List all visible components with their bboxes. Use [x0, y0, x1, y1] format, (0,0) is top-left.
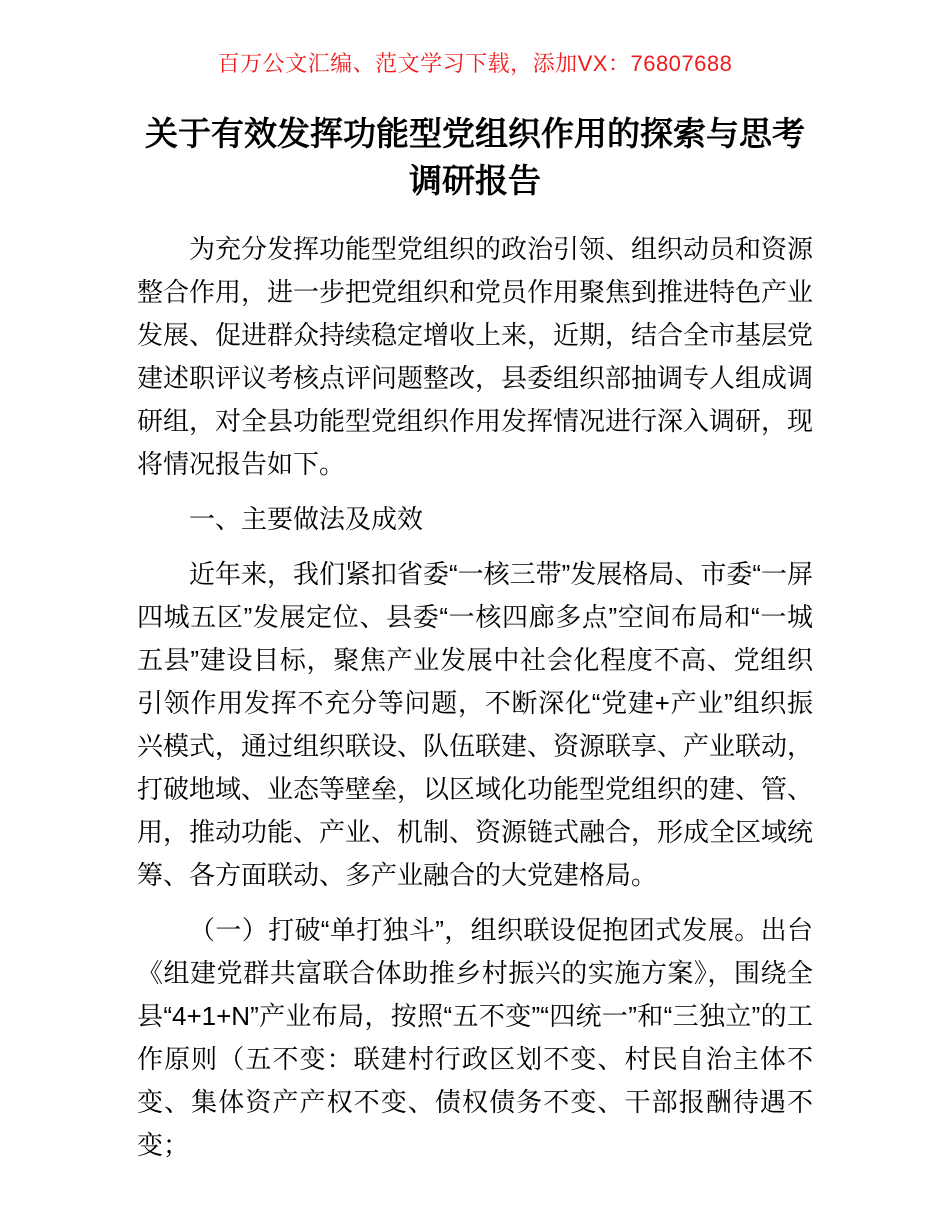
paragraph: （一）打破“单打独斗”，组织联设促抱团式发展。出台《组建党群共富联合体助推乡村振兴的实施方案》，围绕全县“4+1+N”产业布局，按照“五不变”“四统一”和“三独立”的工作原则（五不变：联建村行政区划不变、村民自治主体不变、集体资产产权不变、债权债务不变、干部报酬待遇不变；: [137, 915, 813, 1160]
document-body: [137, 228, 813, 1167]
section-heading: 一、主要做法及成效: [189, 504, 424, 534]
page-title-line2: 调研报告: [409, 162, 541, 199]
page-title: [115, 110, 835, 204]
paragraph: 近年来，我们紧扣省委“一核三带”发展格局、市委“一屏四城五区”发展定位、县委“一核四廊多点”空间布局和“一城五县”建设目标，聚焦产业发展中社会化程度不高、党组织引领作用发挥不充分等问题，不断深化“党建+产业”组织振兴模式，通过组织联设、队伍联建、资源联享、产业联动，打破地域、业态等壁垒，以区域化功能型党组织的建、管、用，推动功能、产业、机制、资源链式融合，形成全区域统筹、各方面联动、多产业融合的大党建格局。: [137, 559, 814, 890]
page-title-line1: 关于有效发挥功能型党组织作用的探索与思考: [145, 115, 805, 152]
paragraph: 为充分发挥功能型党组织的政治引领、组织动员和资源整合作用，进一步把党组织和党员作用聚焦到推进特色产业发展、促进群众持续稳定增收上来，近期，结合全市基层党建述职评议考核点评问题整改，县委组织部抽调专人组成调研组，对全县功能型党组织作用发挥情况进行深入调研，现将情况报告如下。: [137, 234, 814, 479]
watermark-text: 百万公文汇编、范文学习下载，添加VX：76807688: [217, 51, 733, 76]
